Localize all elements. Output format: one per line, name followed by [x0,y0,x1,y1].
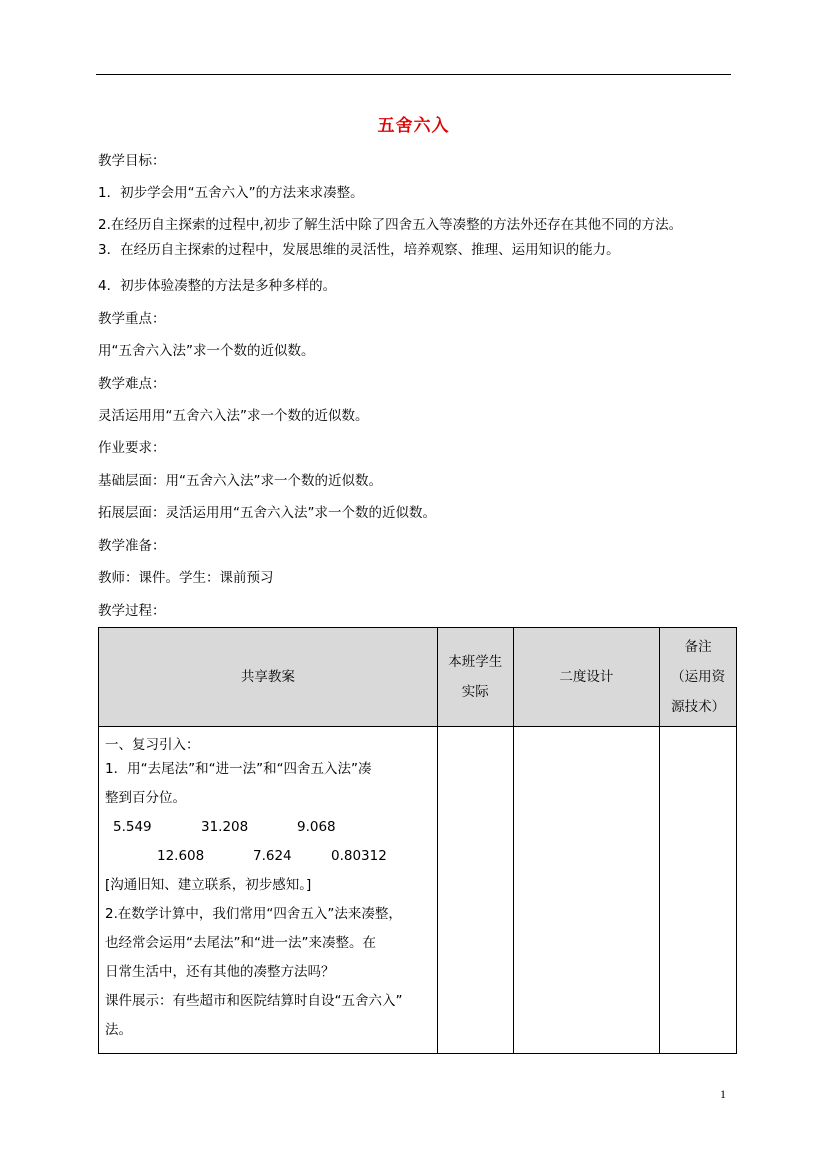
numbers-row-2 [105,842,431,871]
review-heading: 一、复习引入： [105,737,200,753]
header-rule [96,74,731,75]
notes-cell [660,727,737,1054]
goal-item-2: 2.在经历自主探索的过程中,初步了解生活中除了四舍五入等凑整的方法外还存在其他不同的方法。 [98,217,683,233]
table-body-row [99,727,737,1054]
homework-basic: 基础层面：用“五舍六入法”求一个数的近似数。 [98,473,382,489]
header-class-actual-line2: 实际 [461,684,489,700]
header-notes-line2: （运用资 [671,669,726,685]
exercise-2-line2: 也经常会运用“去尾法”和“进一法”来凑整。在 [105,935,376,951]
number-value: 9.068 [297,819,336,835]
number-value: 5.549 [113,819,152,835]
header-second-design: 二度设计 [513,628,660,727]
second-design-cell [513,727,660,1054]
keypoint-text: 用“五舍六入法”求一个数的近似数。 [98,343,315,359]
courseware-line2: 法。 [105,1022,132,1038]
number-value: 0.80312 [331,848,387,864]
header-class-actual-line1: 本班学生 [448,654,503,670]
class-actual-cell [437,727,513,1054]
difficulty-text: 灵活运用用“五舍六入法”求一个数的近似数。 [98,408,369,424]
section-heading-keypoints: 教学重点： [98,311,166,327]
goal-item-4: 4．初步体验凑整的方法是多种多样的。 [98,278,337,294]
bridge-note: [沟通旧知、建立联系，初步感知。] [105,877,312,893]
exercise-2-line1: 2.在数学计算中，我们常用“四舍五入”法来凑整， [105,906,402,922]
goal-item-3: 3．在经历自主探索的过程中，发展思维的灵活性，培养观察、推理、运用知识的能力。 [98,242,620,258]
section-heading-goals: 教学目标： [98,153,166,169]
goal-item-1: 1．初步学会用“五舍六入”的方法来求凑整。 [98,185,364,201]
numbers-row-1 [105,813,431,842]
homework-extended: 拓展层面：灵活运用用“五舍六入法”求一个数的近似数。 [98,505,436,521]
lesson-plan-table [98,627,737,1054]
number-value: 7.624 [253,848,292,864]
number-value: 12.608 [157,848,205,864]
header-shared-plan: 共享教案 [99,628,438,727]
document-title: 五舍六入 [377,116,450,136]
header-class-actual [437,628,513,727]
section-heading-process: 教学过程： [98,603,166,619]
header-notes-line1: 备注 [684,639,712,655]
exercise-1-line2: 整到百分位。 [105,790,186,806]
shared-plan-cell [99,727,438,1054]
preparation-text: 教师：课件。学生：课前预习 [98,570,274,586]
section-heading-preparation: 教学准备： [98,538,166,554]
exercise-2-line3: 日常生活中，还有其他的凑整方法吗？ [105,964,335,980]
section-heading-difficulty: 教学难点： [98,376,166,392]
courseware-line1: 课件展示：有些超市和医院结算时自设“五舍六入” [105,993,403,1009]
exercise-1-line1: 1．用“去尾法”和“进一法”和“四舍五入法”凑 [105,761,372,777]
table-header-row [99,628,737,727]
header-notes-line3: 源技术） [671,699,726,715]
section-heading-homework: 作业要求： [98,440,166,456]
number-value: 31.208 [201,819,249,835]
page-number: 1 [720,1087,726,1101]
header-notes [660,628,737,727]
